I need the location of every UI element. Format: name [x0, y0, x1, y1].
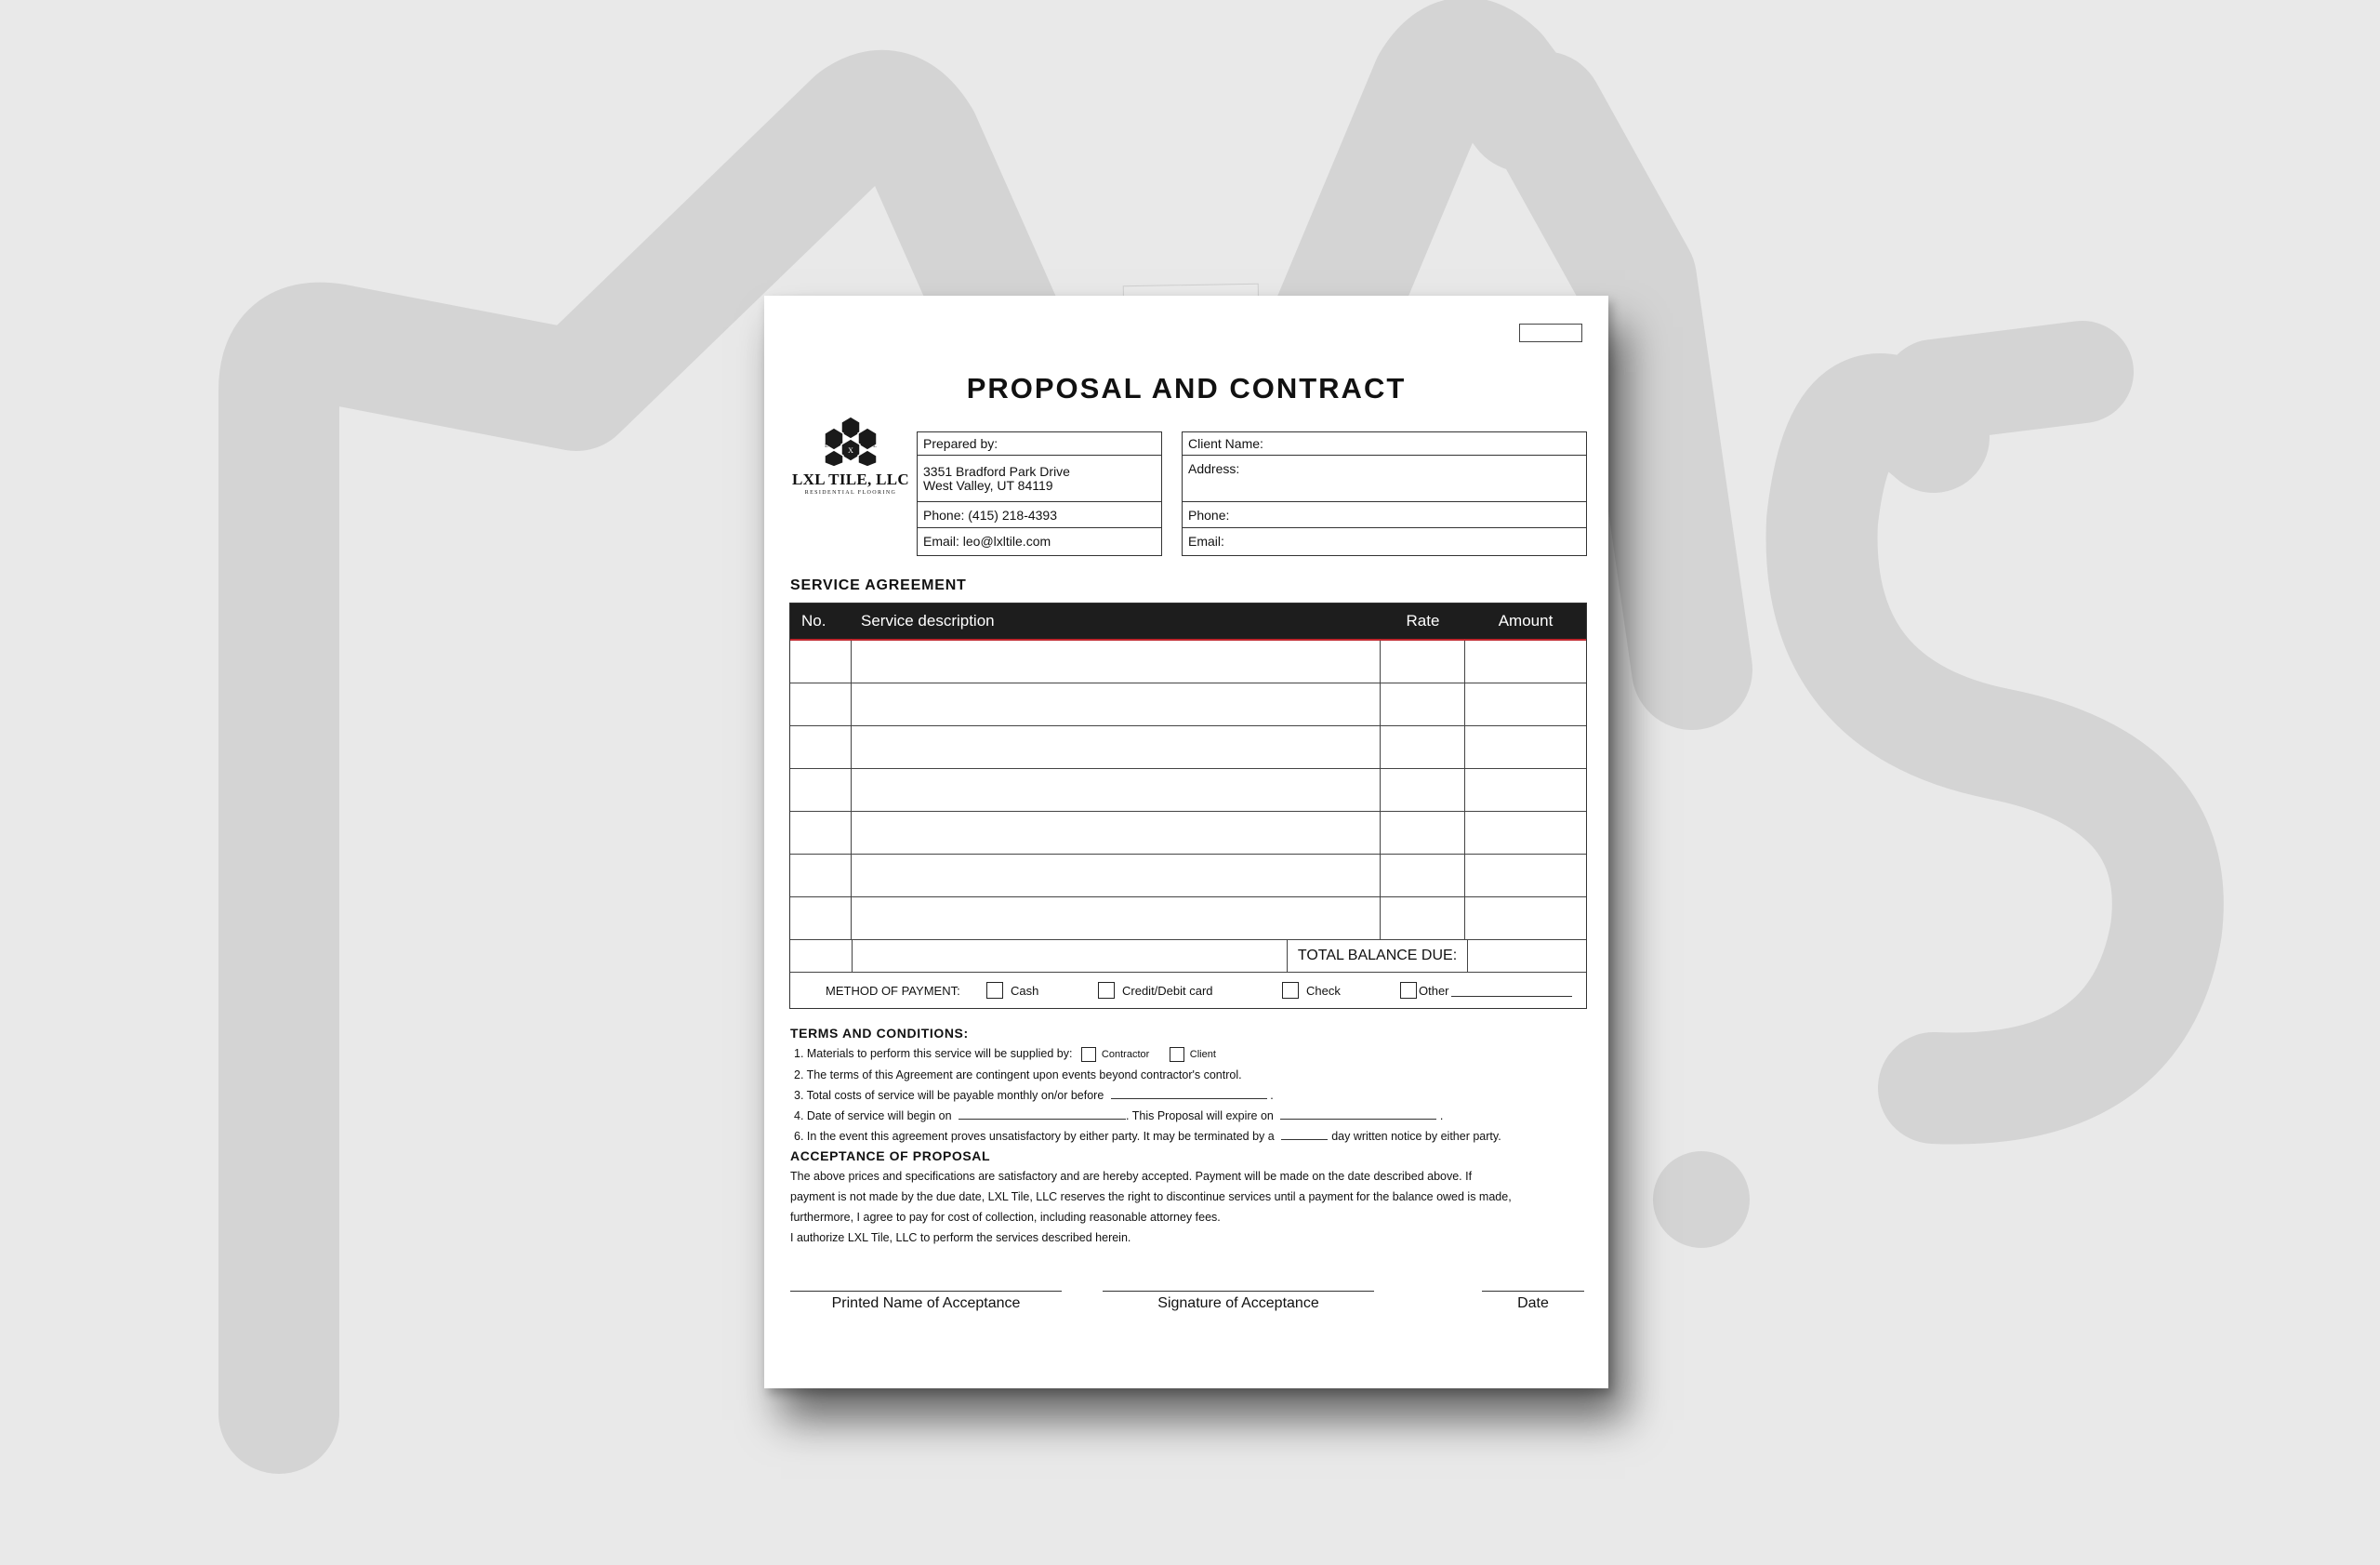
page-title: PROPOSAL AND CONTRACT	[966, 372, 1407, 405]
column-header-amount: Amount	[1498, 612, 1554, 630]
payment-option-cash[interactable]	[986, 982, 1038, 999]
acceptance-heading: ACCEPTANCE OF PROPOSAL	[790, 1148, 991, 1163]
client-email-field[interactable]: Email:	[1188, 533, 1224, 549]
prepared-by-email: Email: leo@lxltile.com	[923, 533, 1051, 549]
printed-name-label: Printed Name of Acceptance	[831, 1295, 1021, 1311]
payment-option-card[interactable]	[1098, 982, 1213, 999]
notice-days-line[interactable]	[1281, 1128, 1328, 1140]
logo-letter-left: L	[825, 444, 828, 449]
logo-letter-right: L	[873, 444, 877, 449]
term-6-text-a: 6. In the event this agreement proves unsatisfactory by either party. It may be terminated by a	[794, 1130, 1275, 1143]
contract-sheet	[764, 296, 1608, 1388]
total-balance-label: TOTAL BALANCE DUE:	[1287, 940, 1468, 972]
table-row[interactable]	[790, 683, 1586, 726]
term-item-2: 2. The terms of this Agreement are contingent upon events beyond contractor's control.	[794, 1068, 1242, 1081]
client-phone-field[interactable]: Phone:	[1183, 502, 1586, 528]
printed-name-field[interactable]	[790, 1291, 1062, 1312]
term-1-option-contractor: Contractor	[1101, 1049, 1150, 1060]
table-row[interactable]	[790, 726, 1586, 769]
service-table	[789, 603, 1587, 1009]
prepared-by-phone: Phone: (415) 218-4393	[918, 502, 1161, 528]
client-name-field[interactable]: Client Name:	[1183, 432, 1586, 456]
corner-number-box	[1519, 324, 1582, 342]
acceptance-line-1: The above prices and specifications are satisfactory and are hereby accepted. Payment will be made on the date described above. If	[790, 1170, 1473, 1183]
date-field[interactable]	[1482, 1291, 1584, 1312]
table-row[interactable]	[790, 855, 1586, 897]
prepared-by-box	[917, 431, 1162, 556]
table-row[interactable]	[790, 897, 1586, 940]
company-logo	[790, 415, 911, 508]
total-row	[790, 940, 1586, 973]
table-row[interactable]	[790, 812, 1586, 855]
payment-option-label: Cash	[1011, 983, 1039, 998]
checkbox-icon[interactable]	[1170, 1047, 1184, 1062]
acceptance-line-2: payment is not made by the due date, LXL Tile, LLC reserves the right to discontinue services until a payment for the balance owed is made,	[790, 1190, 1512, 1203]
service-table-header	[790, 603, 1586, 641]
checkbox-icon[interactable]	[1400, 982, 1417, 999]
logo-company-name: LXL TILE, LLC	[792, 471, 909, 488]
acceptance-section	[790, 1146, 1590, 1248]
term-item-4: 4. Date of service will begin on . This Proposal will expire on .	[794, 1109, 1444, 1122]
total-balance-value[interactable]	[1468, 940, 1586, 972]
acceptance-line-3: furthermore, I agree to pay for cost of collection, including reasonable attorney fees.	[790, 1211, 1221, 1224]
hexagon-logo-icon	[821, 415, 880, 469]
payment-option-check[interactable]	[1282, 982, 1341, 999]
column-header-rate: Rate	[1406, 612, 1440, 630]
term-1-option-client: Client	[1189, 1049, 1216, 1060]
acceptance-line-4: I authorize LXL Tile, LLC to perform the services described herein.	[790, 1231, 1131, 1244]
date-label: Date	[1517, 1295, 1549, 1311]
address-line-2: West Valley, UT 84119	[923, 477, 1053, 493]
payable-date-line[interactable]	[1111, 1087, 1267, 1099]
term-4-text-a: 4. Date of service will begin on	[794, 1109, 952, 1122]
term-3-text: 3. Total costs of service will be payable monthly on/or before	[794, 1089, 1104, 1102]
term-item-3: 3. Total costs of service will be payable monthly on/or before .	[794, 1089, 1274, 1102]
table-row[interactable]	[790, 641, 1586, 683]
payment-option-label: Credit/Debit card	[1122, 983, 1213, 998]
checkbox-icon[interactable]	[1098, 982, 1115, 999]
checkbox-icon[interactable]	[1282, 982, 1299, 999]
column-header-description: Service description	[861, 612, 995, 630]
checkbox-icon[interactable]	[1081, 1047, 1096, 1062]
payment-option-label: Check	[1306, 983, 1341, 998]
expire-date-line[interactable]	[1280, 1107, 1436, 1120]
client-address-field[interactable]: Address:	[1183, 456, 1586, 502]
checkbox-icon[interactable]	[986, 982, 1003, 999]
term-4-text-b: . This Proposal will expire on	[1126, 1109, 1274, 1122]
prepared-by-address	[918, 456, 1161, 502]
start-date-line[interactable]	[959, 1107, 1126, 1120]
payment-option-label: Other	[1419, 983, 1449, 998]
prepared-by-label: Prepared by:	[918, 432, 1161, 456]
payment-option-other[interactable]	[1400, 982, 1572, 999]
terms-heading: TERMS AND CONDITIONS:	[790, 1026, 969, 1041]
table-row[interactable]	[790, 769, 1586, 812]
term-6-text-b: day written notice by either party.	[1331, 1130, 1501, 1143]
other-payment-line[interactable]	[1451, 985, 1572, 997]
service-agreement-heading: SERVICE AGREEMENT	[790, 577, 967, 593]
term-item-1	[790, 1043, 1590, 1065]
column-header-no: No.	[801, 612, 826, 630]
signature-label: Signature of Acceptance	[1157, 1295, 1319, 1311]
logo-tagline: RESIDENTIAL FLOORING	[804, 490, 897, 496]
signature-field[interactable]	[1103, 1291, 1374, 1312]
terms-section	[790, 1023, 1590, 1147]
payment-method-label: METHOD OF PAYMENT:	[826, 983, 960, 998]
term-item-6	[790, 1126, 1590, 1147]
client-box	[1182, 431, 1587, 556]
term-1-text: 1. Materials to perform this service will be supplied by:	[794, 1047, 1073, 1060]
payment-method-row	[790, 973, 1586, 1008]
logo-letter-center: X	[848, 446, 853, 455]
address-line-1: 3351 Bradford Park Drive	[923, 463, 1070, 479]
